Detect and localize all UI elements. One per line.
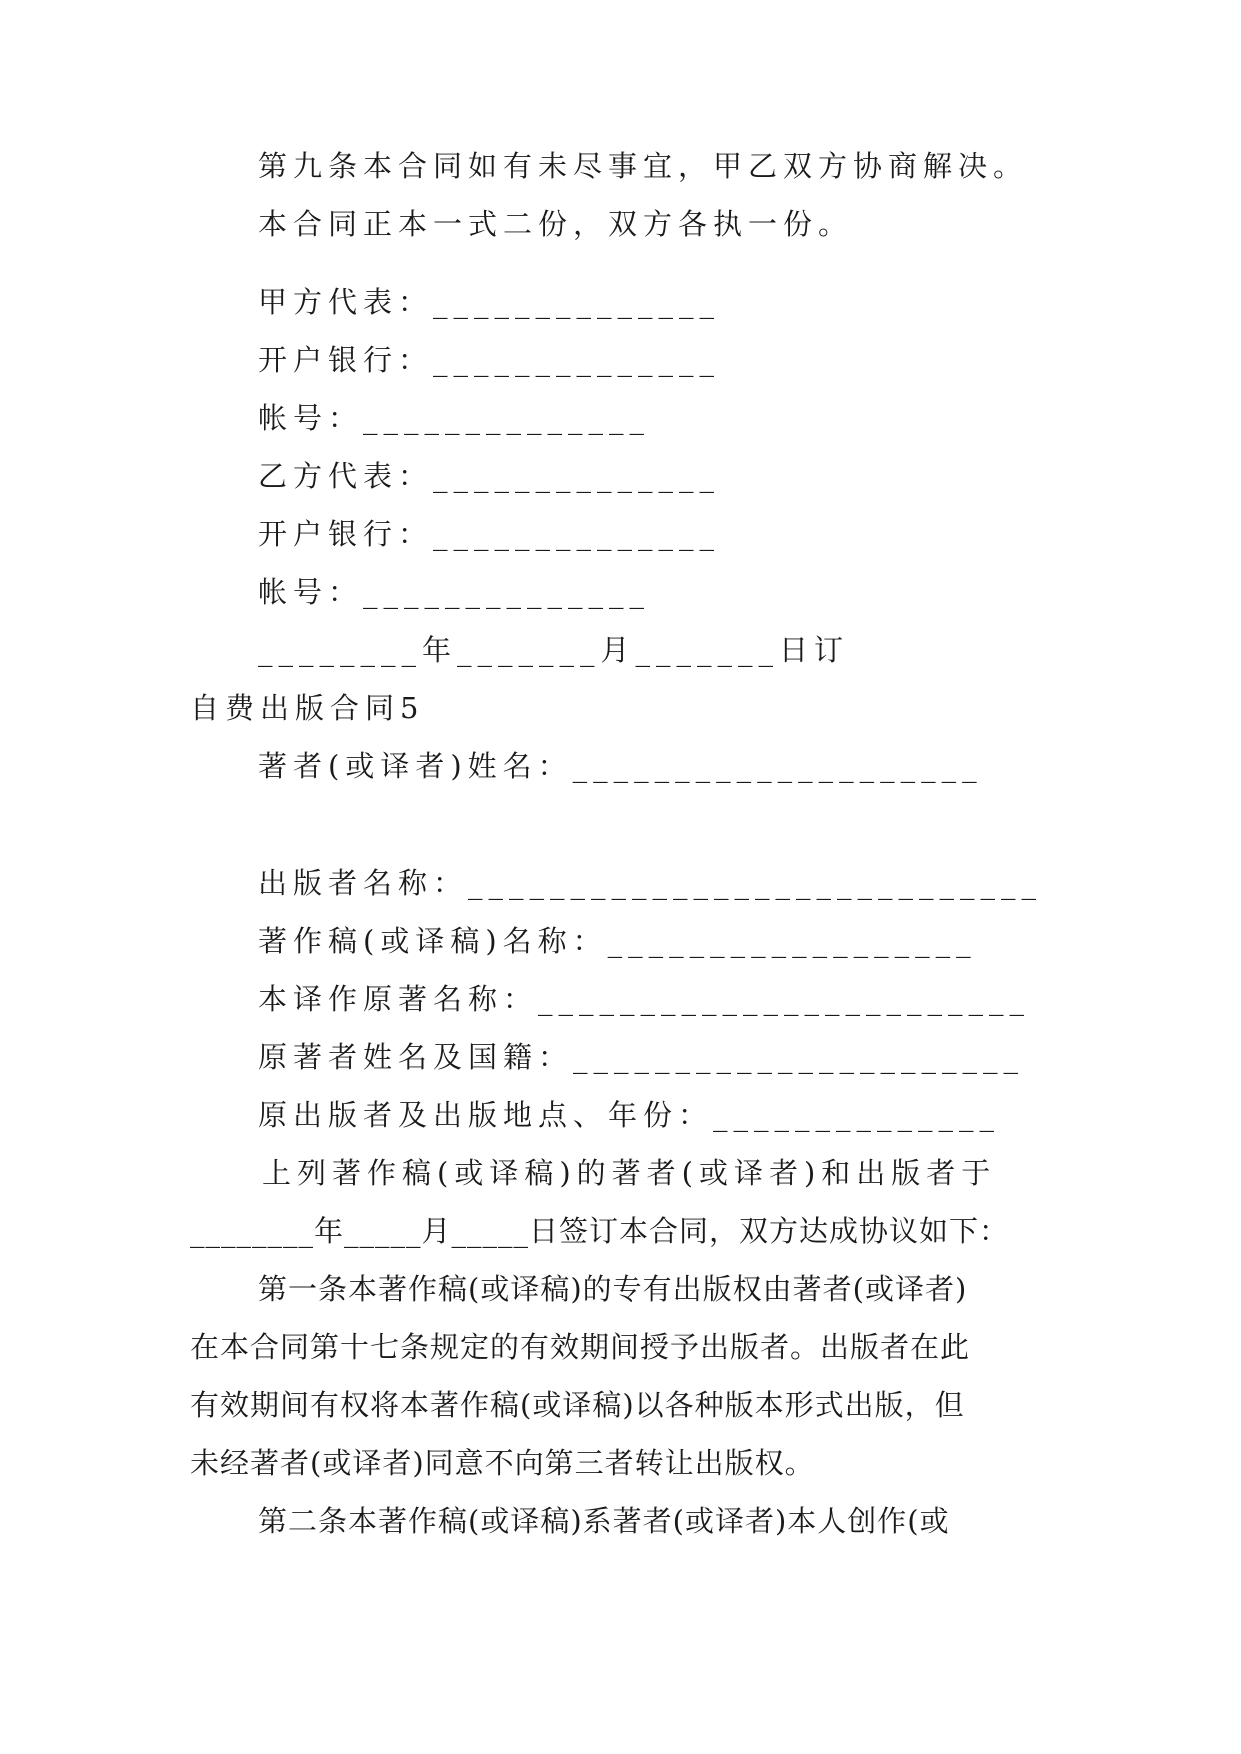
party-b-representative-line: 乙方代表：______________	[258, 459, 721, 493]
original-title-line: 本译作原著名称：________________________	[258, 982, 1031, 1016]
section-title: 自费出版合同5	[190, 691, 425, 725]
clause-1-line-3: 有效期间有权将本著作稿(或译稿)以各种版本形式出版，但	[190, 1388, 965, 1422]
party-a-representative-line: 甲方代表：______________	[258, 285, 721, 319]
original-author-line: 原著者姓名及国籍：______________________	[258, 1040, 1025, 1074]
clause-1-line-2: 在本合同第十七条规定的有效期间授予出版者。出版者在此	[190, 1330, 971, 1364]
clause-9-line: 第九条本合同如有未尽事宜，甲乙双方协商解决。	[258, 149, 1029, 183]
party-a-bank-line: 开户银行：______________	[258, 343, 721, 377]
author-name-line: 著者(或译者)姓名：____________________	[258, 749, 983, 783]
copies-line: 本合同正本一式二份，双方各执一份。	[258, 207, 854, 241]
clause-2-line-1: 第二条本著作稿(或译稿)系著者(或译者)本人创作(或	[258, 1504, 950, 1538]
preamble-line-2: ________年_____月_____日签订本合同，双方达成协议如下：	[190, 1214, 1010, 1248]
party-b-bank-line: 开户银行：______________	[258, 517, 721, 551]
clause-1-line-1: 第一条本著作稿(或译稿)的专有出版权由著者(或译者)	[258, 1272, 968, 1306]
manuscript-title-line: 著作稿(或译稿)名称：__________________	[258, 924, 977, 958]
original-publisher-line: 原出版者及出版地点、年份：______________	[258, 1098, 1001, 1132]
signing-date-line: ________年_______月_______日订	[258, 633, 850, 667]
preamble-line-1: 上列著作稿(或译稿)的著者(或译者)和出版者于	[262, 1156, 997, 1190]
publisher-name-line: 出版者名称：____________________________	[258, 866, 1043, 900]
party-a-account-line: 帐号：______________	[258, 401, 651, 435]
party-b-account-line: 帐号：______________	[258, 575, 651, 609]
clause-1-line-4: 未经著者(或译者)同意不向第三者转让出版权。	[190, 1446, 815, 1480]
